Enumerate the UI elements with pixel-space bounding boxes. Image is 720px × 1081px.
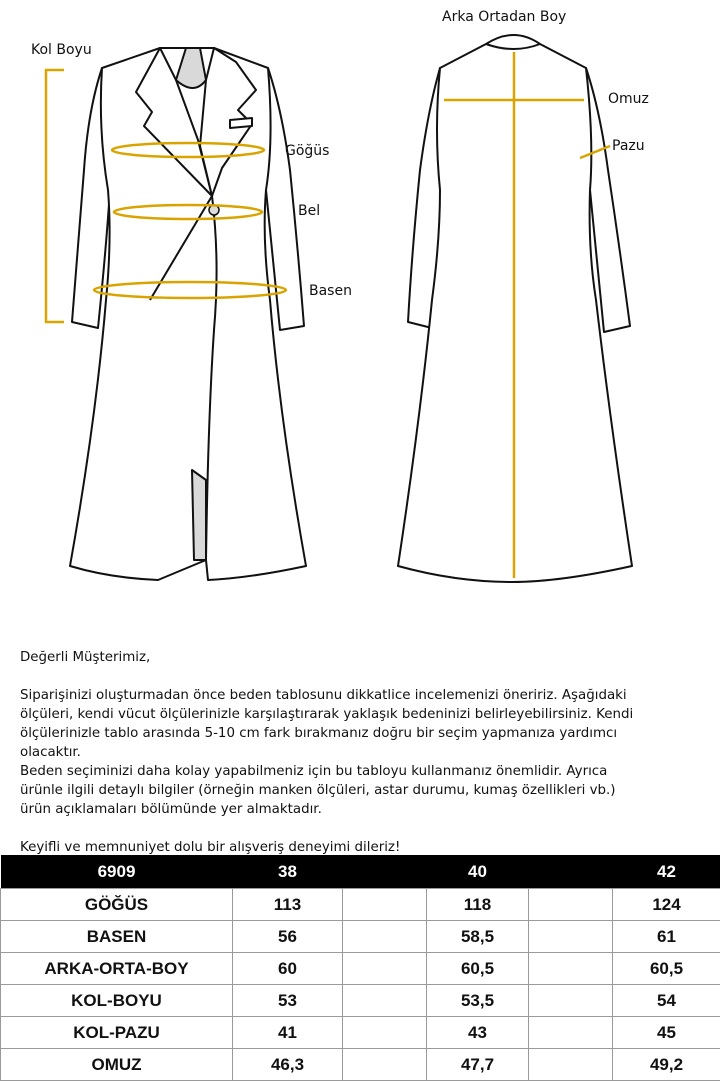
label-basen: Basen [309, 283, 352, 299]
cell-blank [529, 889, 613, 921]
cell-blank [343, 953, 427, 985]
table-row [1, 1049, 720, 1081]
cell-blank [529, 953, 613, 985]
table-row [1, 889, 720, 921]
letter-line: ürün açıklamaları bölümünde yer almaktadır. [20, 800, 710, 819]
size-table-header [1, 855, 720, 889]
cell-value: 61 [613, 921, 720, 953]
header-size-38: 38 [233, 855, 343, 889]
size-table [0, 855, 720, 1081]
cell-blank [343, 1017, 427, 1049]
cell-value: 58,5 [427, 921, 529, 953]
table-row [1, 985, 720, 1017]
letter-line: ölçülerinizle tablo arasında 5-10 cm fark bırakmanız doğru bir seçim yapmanıza yardımcı [20, 724, 710, 743]
header-model-code: 6909 [1, 855, 233, 889]
letter-line: Siparişinizi oluşturmadan önce beden tablosunu dikkatlice incelemenizi öneririz. Aşağıdaki [20, 686, 710, 705]
cell-blank [343, 985, 427, 1017]
row-label: ARKA-ORTA-BOY [1, 953, 233, 985]
cell-value: 113 [233, 889, 343, 921]
row-label: GÖĞÜS [1, 889, 233, 921]
header-size-40: 40 [427, 855, 529, 889]
label-kol-boyu: Kol Boyu [31, 42, 92, 58]
row-label: KOL-PAZU [1, 1017, 233, 1049]
cell-value: 118 [427, 889, 529, 921]
header-blank [343, 855, 427, 889]
closing: Keyifli ve memnuniyet dolu bir alışveriş deneyimi dileriz! [20, 838, 710, 857]
cell-value: 45 [613, 1017, 720, 1049]
label-pazu: Pazu [612, 138, 645, 154]
table-row [1, 1017, 720, 1049]
cell-blank [529, 1017, 613, 1049]
cell-value: 56 [233, 921, 343, 953]
cell-blank [529, 921, 613, 953]
cell-value: 46,3 [233, 1049, 343, 1081]
table-row [1, 953, 720, 985]
label-arka-ortadan-boy: Arka Ortadan Boy [442, 9, 566, 25]
header-blank [529, 855, 613, 889]
label-bel: Bel [298, 203, 320, 219]
row-label: KOL-BOYU [1, 985, 233, 1017]
cell-blank [529, 985, 613, 1017]
cell-value: 54 [613, 985, 720, 1017]
letter-line: Beden seçiminizi daha kolay yapabilmeniz için bu tabloyu kullanmanız önemlidir. Ayrıca [20, 762, 710, 781]
cell-blank [529, 1049, 613, 1081]
letter-line: ölçüleri, kendi vücut ölçülerinizle karşılaştırarak yaklaşık bedeninizi belirleyebilirsiniz. Kendi [20, 705, 710, 724]
letter-line: ürünle ilgili detaylı bilgiler (örneğin manken ölçüleri, astar durumu, kumaş özellikleri vb.) [20, 781, 710, 800]
cell-value: 60,5 [427, 953, 529, 985]
cell-blank [343, 921, 427, 953]
cell-value: 53,5 [427, 985, 529, 1017]
letter-line: olacaktır. [20, 743, 710, 762]
cell-value: 60 [233, 953, 343, 985]
greeting: Değerli Müşterimiz, [20, 648, 710, 667]
cell-value: 43 [427, 1017, 529, 1049]
coat-front-drawing [70, 48, 306, 580]
cell-value: 41 [233, 1017, 343, 1049]
customer-letter [20, 648, 710, 857]
cell-blank [343, 1049, 427, 1081]
table-row [1, 921, 720, 953]
label-omuz: Omuz [608, 91, 649, 107]
row-label: BASEN [1, 921, 233, 953]
header-size-42: 42 [613, 855, 720, 889]
cell-value: 47,7 [427, 1049, 529, 1081]
label-gogus: Göğüs [285, 143, 329, 159]
cell-blank [343, 889, 427, 921]
row-label: OMUZ [1, 1049, 233, 1081]
cell-value: 60,5 [613, 953, 720, 985]
cell-value: 124 [613, 889, 720, 921]
cell-value: 49,2 [613, 1049, 720, 1081]
cell-value: 53 [233, 985, 343, 1017]
